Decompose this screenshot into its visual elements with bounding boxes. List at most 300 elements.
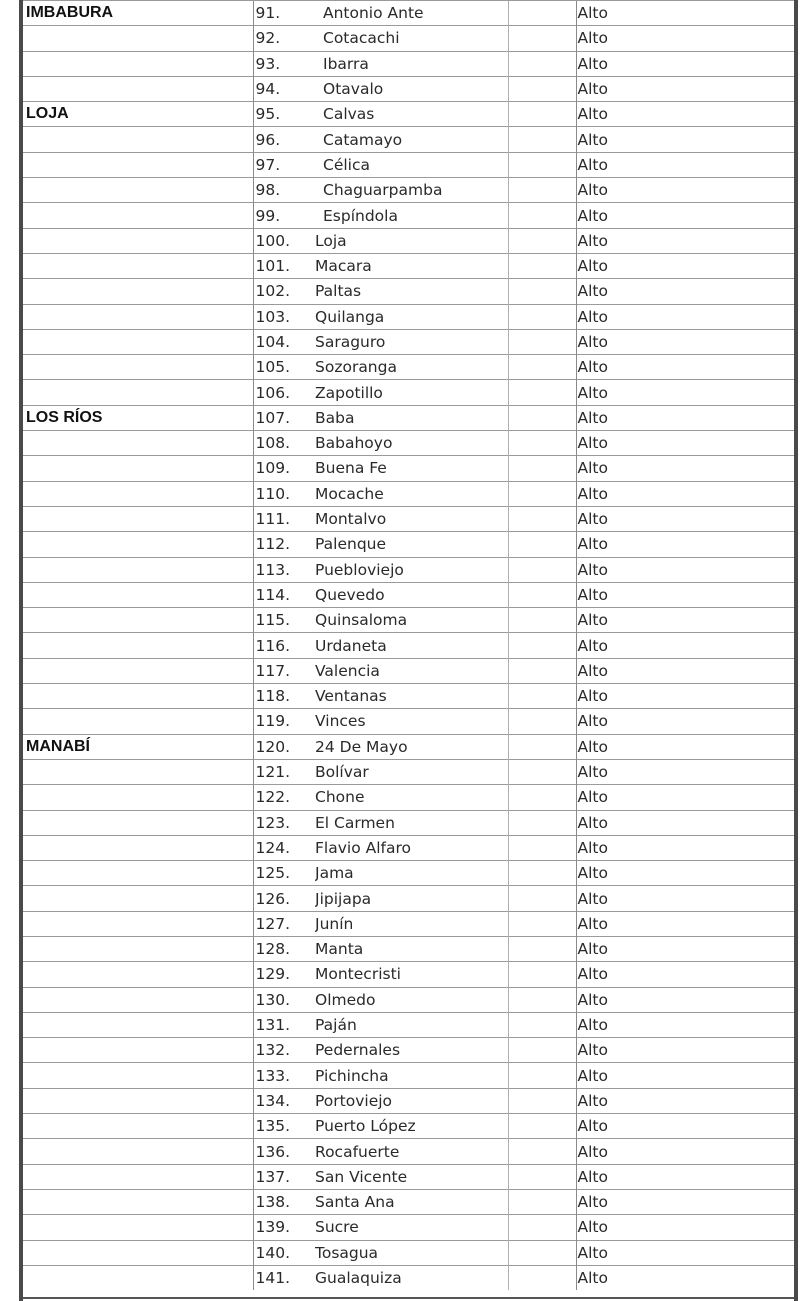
canton-name-cell: Tosagua — [315, 1240, 508, 1265]
row-number-cell: 97. — [253, 152, 315, 177]
province-cell — [23, 456, 253, 481]
table-row — [23, 608, 794, 633]
risk-level-cell: Alto — [576, 532, 794, 557]
empty-cell — [508, 582, 576, 607]
table-row — [23, 658, 794, 683]
canton-name-cell: Pichincha — [315, 1063, 508, 1088]
province-cell — [23, 962, 253, 987]
province-cell — [23, 684, 253, 709]
province-cell: IMBABURA — [23, 1, 253, 26]
province-cell — [23, 279, 253, 304]
risk-level-cell: Alto — [576, 481, 794, 506]
table-row — [23, 253, 794, 278]
row-number-cell: 120. — [253, 734, 315, 759]
canton-name-cell: Rocafuerte — [315, 1139, 508, 1164]
empty-cell — [508, 506, 576, 531]
province-cell — [23, 557, 253, 582]
canton-name-cell: Montecristi — [315, 962, 508, 987]
province-cell — [23, 329, 253, 354]
page-border-right — [794, 0, 798, 1301]
risk-level-cell: Alto — [576, 734, 794, 759]
row-number-cell: 124. — [253, 835, 315, 860]
row-number-cell: 92. — [253, 26, 315, 51]
row-number-cell: 95. — [253, 102, 315, 127]
empty-cell — [508, 1114, 576, 1139]
risk-level-cell: Alto — [576, 26, 794, 51]
table-row — [23, 228, 794, 253]
province-cell — [23, 481, 253, 506]
table-row — [23, 102, 794, 127]
province-cell — [23, 1265, 253, 1290]
empty-cell — [508, 228, 576, 253]
row-number-cell: 93. — [253, 51, 315, 76]
canton-name-cell: Bolívar — [315, 759, 508, 784]
table-row — [23, 734, 794, 759]
table-row — [23, 936, 794, 961]
row-number-cell: 123. — [253, 810, 315, 835]
empty-cell — [508, 810, 576, 835]
empty-cell — [508, 911, 576, 936]
table-row — [23, 26, 794, 51]
table-row — [23, 1164, 794, 1189]
table-row — [23, 355, 794, 380]
empty-cell — [508, 1189, 576, 1214]
canton-name-cell: Chone — [315, 785, 508, 810]
province-cell — [23, 1139, 253, 1164]
province-cell — [23, 1189, 253, 1214]
risk-level-cell: Alto — [576, 228, 794, 253]
canton-name-cell: Buena Fe — [315, 456, 508, 481]
canton-name-cell: Cotacachi — [315, 26, 508, 51]
table-row — [23, 633, 794, 658]
canton-name-cell: Gualaquiza — [315, 1265, 508, 1290]
row-number-cell: 138. — [253, 1189, 315, 1214]
row-number-cell: 91. — [253, 1, 315, 26]
table-row — [23, 886, 794, 911]
row-number-cell: 126. — [253, 886, 315, 911]
empty-cell — [508, 633, 576, 658]
row-number-cell: 129. — [253, 962, 315, 987]
row-number-cell: 136. — [253, 1139, 315, 1164]
table-row — [23, 329, 794, 354]
row-number-cell: 110. — [253, 481, 315, 506]
canton-name-cell: Ibarra — [315, 51, 508, 76]
risk-level-cell: Alto — [576, 1265, 794, 1290]
table-row — [23, 431, 794, 456]
row-number-cell: 139. — [253, 1215, 315, 1240]
canton-name-cell: Olmedo — [315, 987, 508, 1012]
risk-level-cell: Alto — [576, 658, 794, 683]
empty-cell — [508, 1164, 576, 1189]
table-body — [23, 1, 794, 1291]
canton-name-cell: Valencia — [315, 658, 508, 683]
canton-name-cell: Loja — [315, 228, 508, 253]
province-cell — [23, 658, 253, 683]
table-row — [23, 152, 794, 177]
risk-level-cell: Alto — [576, 456, 794, 481]
canton-name-cell: Macara — [315, 253, 508, 278]
province-cell — [23, 1164, 253, 1189]
row-number-cell: 131. — [253, 1012, 315, 1037]
canton-name-cell: Ventanas — [315, 684, 508, 709]
risk-level-cell: Alto — [576, 557, 794, 582]
table-row — [23, 1, 794, 26]
risk-level-cell: Alto — [576, 633, 794, 658]
empty-cell — [508, 380, 576, 405]
canton-name-cell: El Carmen — [315, 810, 508, 835]
table-row — [23, 1139, 794, 1164]
province-cell — [23, 228, 253, 253]
province-cell: LOS RÍOS — [23, 405, 253, 430]
table-row — [23, 1088, 794, 1113]
province-cell — [23, 304, 253, 329]
risk-level-cell: Alto — [576, 152, 794, 177]
canton-name-cell: Jama — [315, 861, 508, 886]
empty-cell — [508, 785, 576, 810]
empty-cell — [508, 304, 576, 329]
row-number-cell: 101. — [253, 253, 315, 278]
province-cell — [23, 759, 253, 784]
empty-cell — [508, 203, 576, 228]
risk-level-cell: Alto — [576, 102, 794, 127]
row-number-cell: 108. — [253, 431, 315, 456]
risk-level-cell: Alto — [576, 684, 794, 709]
province-cell — [23, 785, 253, 810]
row-number-cell: 130. — [253, 987, 315, 1012]
empty-cell — [508, 51, 576, 76]
canton-name-cell: Quevedo — [315, 582, 508, 607]
risk-level-cell: Alto — [576, 608, 794, 633]
empty-cell — [508, 329, 576, 354]
row-number-cell: 102. — [253, 279, 315, 304]
row-number-cell: 121. — [253, 759, 315, 784]
canton-name-cell: Urdaneta — [315, 633, 508, 658]
risk-level-cell: Alto — [576, 405, 794, 430]
empty-cell — [508, 405, 576, 430]
canton-name-cell: Célica — [315, 152, 508, 177]
table-row — [23, 987, 794, 1012]
risk-level-cell: Alto — [576, 203, 794, 228]
risk-level-cell: Alto — [576, 886, 794, 911]
row-number-cell: 105. — [253, 355, 315, 380]
province-cell — [23, 709, 253, 734]
document-sheet — [23, 0, 794, 1301]
table-row — [23, 835, 794, 860]
row-number-cell: 134. — [253, 1088, 315, 1113]
row-number-cell: 96. — [253, 127, 315, 152]
empty-cell — [508, 962, 576, 987]
row-number-cell: 122. — [253, 785, 315, 810]
empty-cell — [508, 76, 576, 101]
province-cell — [23, 380, 253, 405]
risk-level-cell: Alto — [576, 1038, 794, 1063]
table-row — [23, 203, 794, 228]
empty-cell — [508, 532, 576, 557]
municipality-table — [23, 0, 794, 1290]
canton-name-cell: Montalvo — [315, 506, 508, 531]
row-number-cell: 137. — [253, 1164, 315, 1189]
table-row — [23, 785, 794, 810]
canton-name-cell: Paján — [315, 1012, 508, 1037]
canton-name-cell: Puebloviejo — [315, 557, 508, 582]
canton-name-cell: Portoviejo — [315, 1088, 508, 1113]
table-row — [23, 1063, 794, 1088]
empty-cell — [508, 1038, 576, 1063]
canton-name-cell: Vinces — [315, 709, 508, 734]
table-row — [23, 1215, 794, 1240]
table-row — [23, 178, 794, 203]
table-row — [23, 506, 794, 531]
canton-name-cell: San Vicente — [315, 1164, 508, 1189]
risk-level-cell: Alto — [576, 1189, 794, 1214]
risk-level-cell: Alto — [576, 1114, 794, 1139]
empty-cell — [508, 127, 576, 152]
canton-name-cell: Mocache — [315, 481, 508, 506]
canton-name-cell: Chaguarpamba — [315, 178, 508, 203]
province-cell: MANABÍ — [23, 734, 253, 759]
canton-name-cell: 24 De Mayo — [315, 734, 508, 759]
province-cell — [23, 26, 253, 51]
province-cell — [23, 152, 253, 177]
table-row — [23, 405, 794, 430]
page-margin-left — [0, 0, 20, 1301]
province-cell — [23, 253, 253, 278]
risk-level-cell: Alto — [576, 253, 794, 278]
risk-level-cell: Alto — [576, 861, 794, 886]
risk-level-cell: Alto — [576, 1063, 794, 1088]
empty-cell — [508, 1139, 576, 1164]
province-cell — [23, 835, 253, 860]
row-number-cell: 94. — [253, 76, 315, 101]
row-number-cell: 113. — [253, 557, 315, 582]
canton-name-cell: Flavio Alfaro — [315, 835, 508, 860]
empty-cell — [508, 709, 576, 734]
table-row — [23, 1265, 794, 1290]
province-cell — [23, 1063, 253, 1088]
risk-level-cell: Alto — [576, 506, 794, 531]
risk-level-cell: Alto — [576, 279, 794, 304]
row-number-cell: 125. — [253, 861, 315, 886]
province-cell — [23, 936, 253, 961]
empty-cell — [508, 684, 576, 709]
row-number-cell: 127. — [253, 911, 315, 936]
empty-cell — [508, 557, 576, 582]
risk-level-cell: Alto — [576, 178, 794, 203]
risk-level-cell: Alto — [576, 329, 794, 354]
province-cell — [23, 1114, 253, 1139]
canton-name-cell: Quinsaloma — [315, 608, 508, 633]
empty-cell — [508, 608, 576, 633]
empty-cell — [508, 936, 576, 961]
province-cell — [23, 633, 253, 658]
table-row — [23, 1189, 794, 1214]
risk-level-cell: Alto — [576, 709, 794, 734]
row-number-cell: 141. — [253, 1265, 315, 1290]
table-row — [23, 456, 794, 481]
canton-name-cell: Manta — [315, 936, 508, 961]
risk-level-cell: Alto — [576, 962, 794, 987]
province-cell — [23, 506, 253, 531]
province-cell — [23, 431, 253, 456]
empty-cell — [508, 861, 576, 886]
row-number-cell: 128. — [253, 936, 315, 961]
risk-level-cell: Alto — [576, 1012, 794, 1037]
province-cell — [23, 355, 253, 380]
province-cell: LOJA — [23, 102, 253, 127]
risk-level-cell: Alto — [576, 380, 794, 405]
risk-level-cell: Alto — [576, 1215, 794, 1240]
empty-cell — [508, 1265, 576, 1290]
row-number-cell: 112. — [253, 532, 315, 557]
table-row — [23, 582, 794, 607]
province-cell — [23, 861, 253, 886]
empty-cell — [508, 1240, 576, 1265]
empty-cell — [508, 456, 576, 481]
province-cell — [23, 1088, 253, 1113]
risk-level-cell: Alto — [576, 835, 794, 860]
table-row — [23, 962, 794, 987]
province-cell — [23, 911, 253, 936]
empty-cell — [508, 658, 576, 683]
empty-cell — [508, 178, 576, 203]
province-cell — [23, 1012, 253, 1037]
table-row — [23, 911, 794, 936]
risk-level-cell: Alto — [576, 1139, 794, 1164]
canton-name-cell: Zapotillo — [315, 380, 508, 405]
empty-cell — [508, 253, 576, 278]
row-number-cell: 115. — [253, 608, 315, 633]
row-number-cell: 140. — [253, 1240, 315, 1265]
canton-name-cell: Jipijapa — [315, 886, 508, 911]
canton-name-cell: Puerto López — [315, 1114, 508, 1139]
canton-name-cell: Junín — [315, 911, 508, 936]
table-row — [23, 380, 794, 405]
table-row — [23, 1012, 794, 1037]
table-row — [23, 304, 794, 329]
province-cell — [23, 51, 253, 76]
province-cell — [23, 987, 253, 1012]
row-number-cell: 104. — [253, 329, 315, 354]
empty-cell — [508, 481, 576, 506]
province-cell — [23, 608, 253, 633]
province-cell — [23, 532, 253, 557]
canton-name-cell: Paltas — [315, 279, 508, 304]
risk-level-cell: Alto — [576, 936, 794, 961]
province-cell — [23, 886, 253, 911]
empty-cell — [508, 279, 576, 304]
risk-level-cell: Alto — [576, 1, 794, 26]
row-number-cell: 135. — [253, 1114, 315, 1139]
row-number-cell: 98. — [253, 178, 315, 203]
row-number-cell: 109. — [253, 456, 315, 481]
province-cell — [23, 582, 253, 607]
empty-cell — [508, 355, 576, 380]
table-bottom-border — [23, 1297, 794, 1299]
risk-level-cell: Alto — [576, 810, 794, 835]
canton-name-cell: Baba — [315, 405, 508, 430]
table-row — [23, 810, 794, 835]
empty-cell — [508, 835, 576, 860]
empty-cell — [508, 1088, 576, 1113]
risk-level-cell: Alto — [576, 431, 794, 456]
empty-cell — [508, 1012, 576, 1037]
row-number-cell: 118. — [253, 684, 315, 709]
empty-cell — [508, 1215, 576, 1240]
province-cell — [23, 178, 253, 203]
table-row — [23, 76, 794, 101]
canton-name-cell: Sucre — [315, 1215, 508, 1240]
row-number-cell: 103. — [253, 304, 315, 329]
table-row — [23, 557, 794, 582]
canton-name-cell: Otavalo — [315, 76, 508, 101]
table-row — [23, 1038, 794, 1063]
empty-cell — [508, 1063, 576, 1088]
risk-level-cell: Alto — [576, 1088, 794, 1113]
risk-level-cell: Alto — [576, 355, 794, 380]
canton-name-cell: Palenque — [315, 532, 508, 557]
province-cell — [23, 203, 253, 228]
row-number-cell: 116. — [253, 633, 315, 658]
empty-cell — [508, 759, 576, 784]
table-row — [23, 684, 794, 709]
risk-level-cell: Alto — [576, 304, 794, 329]
canton-name-cell: Catamayo — [315, 127, 508, 152]
canton-name-cell: Sozoranga — [315, 355, 508, 380]
risk-level-cell: Alto — [576, 987, 794, 1012]
province-cell — [23, 1215, 253, 1240]
table-row — [23, 532, 794, 557]
row-number-cell: 106. — [253, 380, 315, 405]
row-number-cell: 111. — [253, 506, 315, 531]
row-number-cell: 99. — [253, 203, 315, 228]
row-number-cell: 117. — [253, 658, 315, 683]
row-number-cell: 132. — [253, 1038, 315, 1063]
empty-cell — [508, 734, 576, 759]
table-row — [23, 861, 794, 886]
risk-level-cell: Alto — [576, 76, 794, 101]
canton-name-cell: Babahoyo — [315, 431, 508, 456]
canton-name-cell: Antonio Ante — [315, 1, 508, 26]
empty-cell — [508, 886, 576, 911]
row-number-cell: 114. — [253, 582, 315, 607]
province-cell — [23, 127, 253, 152]
table-row — [23, 51, 794, 76]
risk-level-cell: Alto — [576, 1164, 794, 1189]
canton-name-cell: Calvas — [315, 102, 508, 127]
canton-name-cell: Quilanga — [315, 304, 508, 329]
table-row — [23, 1114, 794, 1139]
table-row — [23, 127, 794, 152]
canton-name-cell: Santa Ana — [315, 1189, 508, 1214]
row-number-cell: 107. — [253, 405, 315, 430]
canton-name-cell: Pedernales — [315, 1038, 508, 1063]
canton-name-cell: Espíndola — [315, 203, 508, 228]
canton-name-cell: Saraguro — [315, 329, 508, 354]
table-row — [23, 1240, 794, 1265]
row-number-cell: 100. — [253, 228, 315, 253]
empty-cell — [508, 152, 576, 177]
empty-cell — [508, 1, 576, 26]
risk-level-cell: Alto — [576, 582, 794, 607]
row-number-cell: 133. — [253, 1063, 315, 1088]
row-number-cell: 119. — [253, 709, 315, 734]
province-cell — [23, 1038, 253, 1063]
table-row — [23, 709, 794, 734]
empty-cell — [508, 987, 576, 1012]
empty-cell — [508, 26, 576, 51]
province-cell — [23, 76, 253, 101]
table-row — [23, 279, 794, 304]
